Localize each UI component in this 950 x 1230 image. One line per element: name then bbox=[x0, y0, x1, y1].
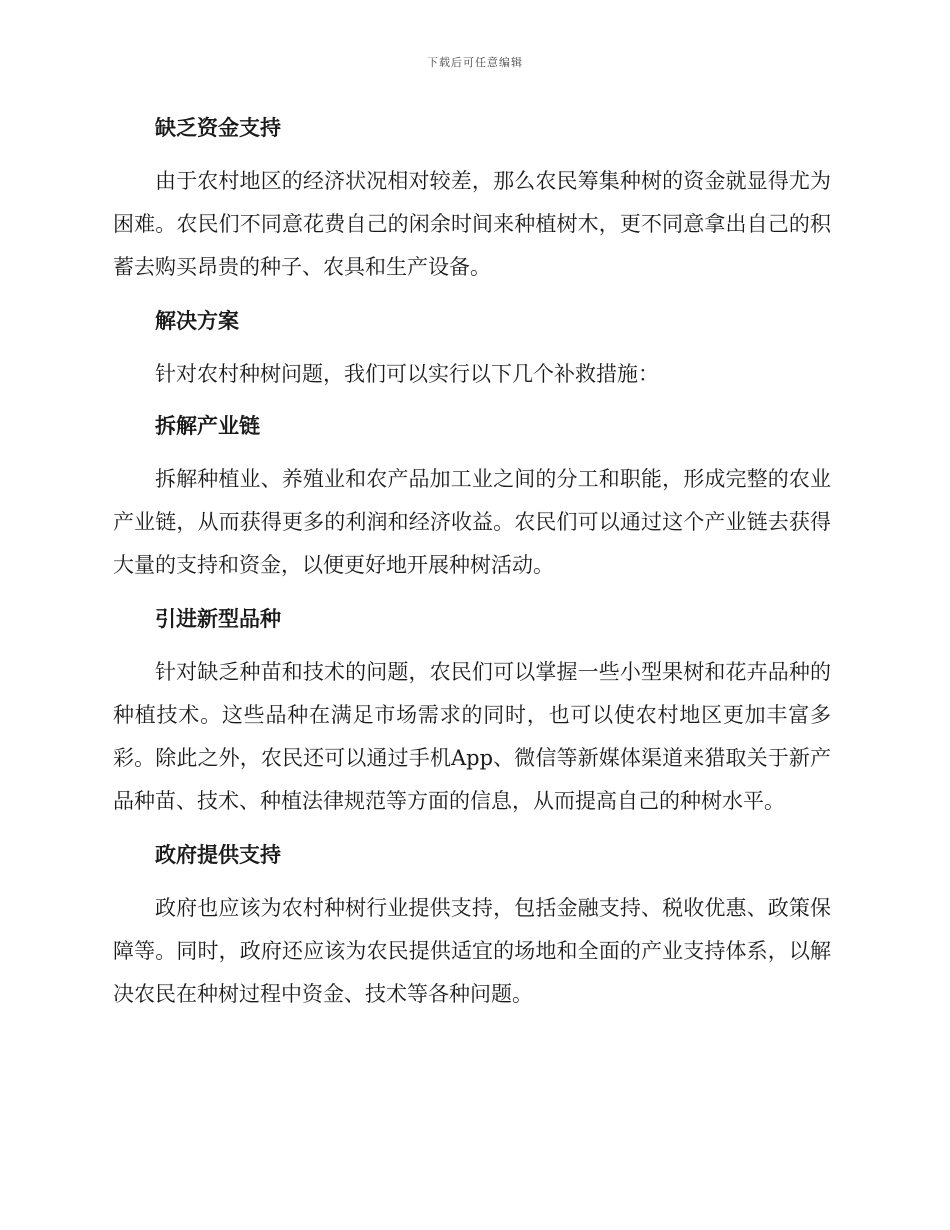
section-paragraph: 针对农村种树问题，我们可以实行以下几个补救措施： bbox=[155, 362, 659, 386]
section-heading: 引进新型品种 bbox=[155, 606, 281, 631]
document-body bbox=[113, 108, 831, 1028]
section-heading: 缺乏资金支持 bbox=[155, 115, 281, 140]
section-paragraph: 由于农村地区的经济状况相对较差，那么农民筹集种树的资金就显得尤为困难。农民们不同意花费自己的闲余时间来种植树木，更不同意拿出自己的积蓄去购买昂贵的种子、农具和生产设备。 bbox=[113, 169, 831, 279]
section-paragraph: 政府也应该为农村种树行业提供支持，包括金融支持、税收优惠、政策保障等。同时，政府还应该为农民提供适宜的场地和全面的产业支持体系，以解决农民在种树过程中资金、技术等各种问题。 bbox=[113, 896, 831, 1006]
section-paragraph: 拆解种植业、养殖业和农产品加工业之间的分工和职能，形成完整的农业产业链，从而获得更多的利润和经济收益。农民们可以通过这个产业链去获得大量的支持和资金，以便更好地开展种树活动。 bbox=[113, 467, 831, 577]
page-header-note: 下载后可任意编辑 bbox=[427, 56, 523, 69]
section-heading: 拆解产业链 bbox=[155, 413, 260, 438]
section-heading: 政府提供支持 bbox=[155, 842, 281, 867]
section-paragraph: 针对缺乏种苗和技术的问题，农民们可以掌握一些小型果树和花卉品种的种植技术。这些品种在满足市场需求的同时，也可以使农村地区更加丰富多彩。除此之外，农民还可以通过手机App、微信等新媒体渠道来猎取关于新产品种苗、技术、种植法律规范等方面的信息，从而提高自己的种树水平。 bbox=[113, 660, 831, 813]
section-heading: 解决方案 bbox=[155, 308, 239, 333]
